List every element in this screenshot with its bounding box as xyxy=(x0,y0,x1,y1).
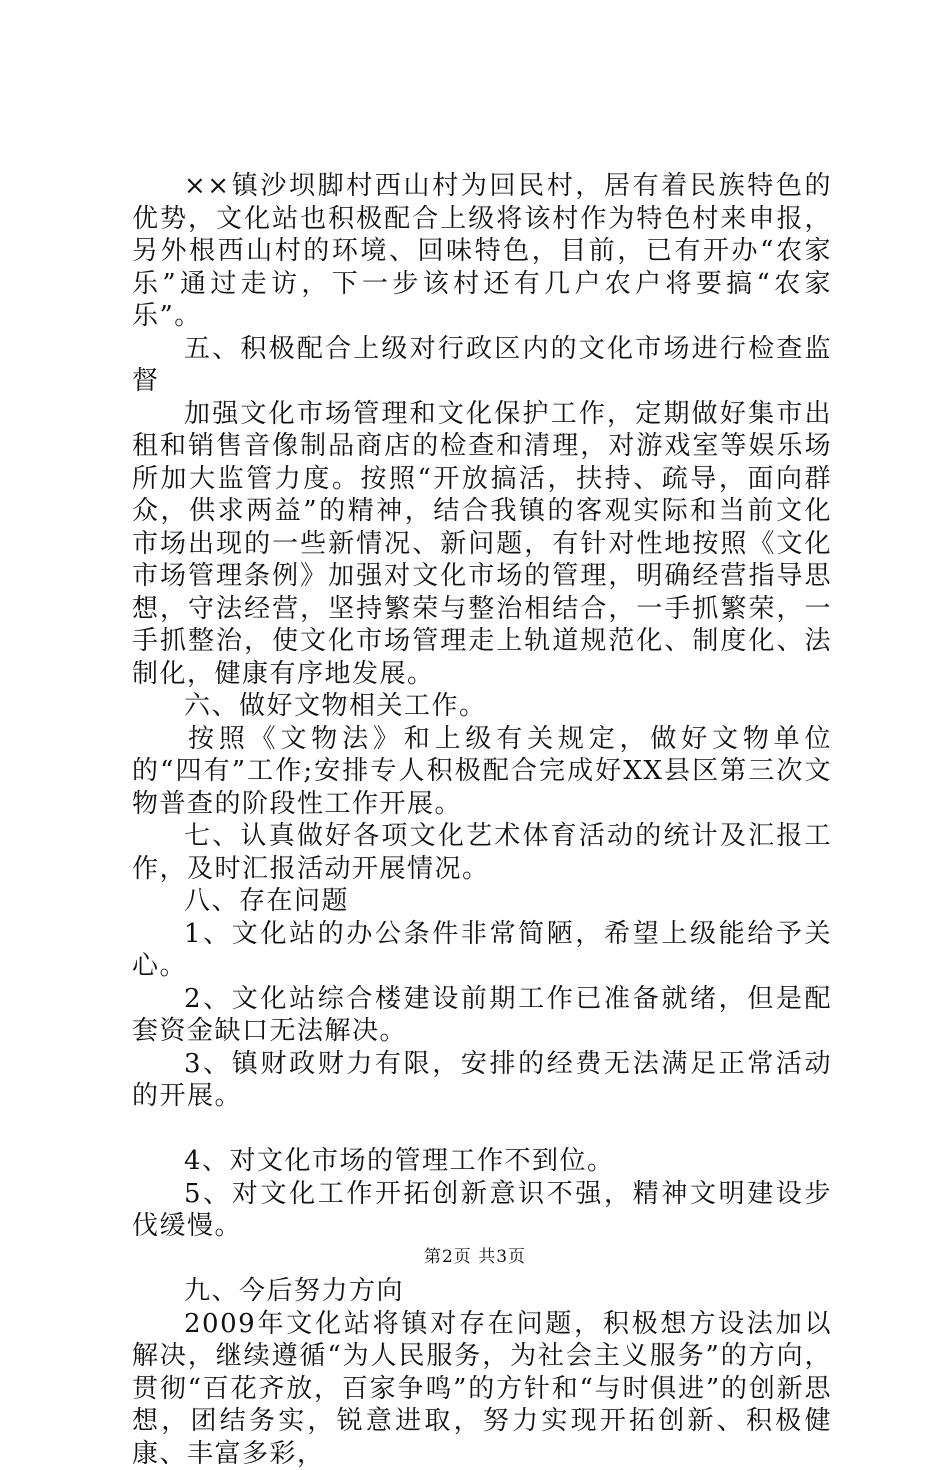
problem-item-1: 1、文化站的办公条件非常简陋，希望上级能给予关心。 xyxy=(132,918,832,983)
blank-line xyxy=(132,1113,832,1146)
heading-section-5: 五、积极配合上级对行政区内的文化市场进行检查监督 xyxy=(132,333,832,398)
heading-section-8: 八、存在问题 xyxy=(132,885,832,918)
paragraph-cultural-relics: 按照《文物法》和上级有关规定，做好文物单位的“四有”工作;安排专人积极配合完成好XX县区第三次文物普查的阶段性工作开展。 xyxy=(132,723,832,821)
page-footer: 第2页 共3页 xyxy=(0,1242,950,1267)
heading-section-7: 七、认真做好各项文化艺术体育活动的统计及汇报工作，及时汇报活动开展情况。 xyxy=(132,820,832,885)
paragraph-xishan-village: ××镇沙坝脚村西山村为回民村，居有着民族特色的优势，文化站也积极配合上级将该村作为特色村来申报，另外根西山村的环境、回味特色，目前，已有开办“农家乐”通过走访，下一步该村还有几户农户将要搞“农家乐”。 xyxy=(132,170,832,333)
problem-item-2: 2、文化站综合楼建设前期工作已准备就绪，但是配套资金缺口无法解决。 xyxy=(132,983,832,1048)
heading-section-9: 九、今后努力方向 xyxy=(132,1275,832,1308)
paragraph-culture-market: 加强文化市场管理和文化保护工作，定期做好集市出租和销售音像制品商店的检查和清理，对游戏室等娱乐场所加大监管力度。按照“开放搞活，扶持、疏导，面向群众，供求两益”的精神，结合我镇的客观实际和当前文化市场出现的一些新情况、新问题，有针对性地按照《文化市场管理条例》加强对文化市场的管理，明确经营指导思想，守法经营，坚持繁荣与整治相结合，一手抓繁荣，一手抓整治，使文化市场管理走上轨道规范化、制度化、法制化，健康有序地发展。 xyxy=(132,398,832,691)
problem-item-3: 3、镇财政财力有限，安排的经费无法满足正常活动的开展。 xyxy=(132,1048,832,1113)
heading-section-6: 六、做好文物相关工作。 xyxy=(132,690,832,723)
document-body xyxy=(132,170,832,1470)
problem-item-5: 5、对文化工作开拓创新意识不强，精神文明建设步伐缓慢。 xyxy=(132,1178,832,1243)
problem-item-4: 4、对文化市场的管理工作不到位。 xyxy=(132,1145,832,1178)
paragraph-future-direction: 2009年文化站将镇对存在问题，积极想方设法加以解决，继续遵循“为人民服务，为社会主义服务”的方向，贯彻“百花齐放，百家争鸣”的方针和“与时俱进”的创新思想，团结务实，锐意进取，努力实现开拓创新、积极健康、丰富多彩， xyxy=(132,1308,832,1470)
